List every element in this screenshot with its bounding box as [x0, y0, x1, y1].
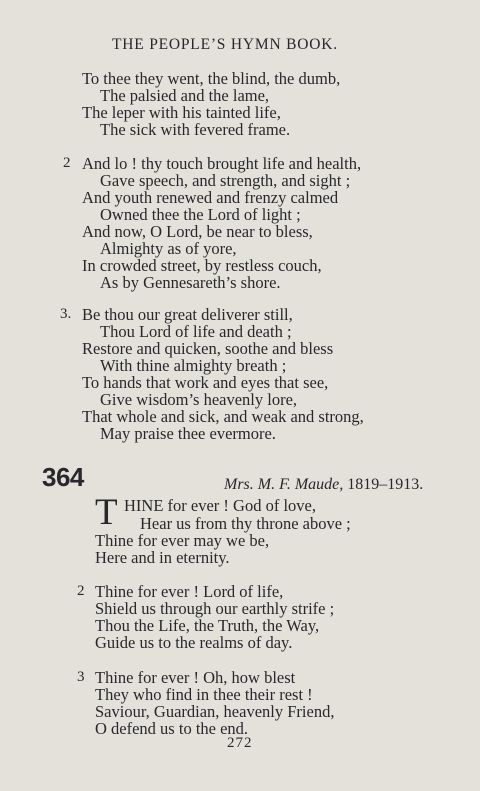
verse-line: Thine for ever ! Oh, how blest [95, 668, 296, 687]
hymn-author [224, 476, 423, 494]
verse-number: 3 [77, 669, 85, 685]
verse-line: Shield us through our earthly strife ; [95, 599, 335, 618]
verse-line: Thou Lord of life and death ; [100, 322, 292, 341]
verse-line: HINE for ever ! God of love, [124, 496, 316, 515]
verse-line: Gave speech, and strength, and sight ; [100, 171, 351, 190]
drop-cap: T [95, 492, 118, 533]
verse-line: And now, O Lord, be near to bless, [82, 222, 313, 241]
verse-line: Restore and quicken, soothe and bless [82, 339, 334, 358]
running-header: THE PEOPLE’S HYMN BOOK. [112, 36, 338, 53]
verse-line: Almighty as of yore, [100, 239, 237, 258]
author-name: Mrs. M. F. Maude, [224, 476, 344, 493]
hymn-number: 364 [42, 462, 84, 492]
verse-line: The leper with his tainted life, [82, 103, 281, 122]
verse-line: Hear us from thy throne above ; [140, 514, 351, 533]
verse-line: They who find in thee their rest ! [95, 685, 313, 704]
verse-number: 3. [60, 306, 72, 322]
verse-line: Owned thee the Lord of light ; [100, 205, 301, 224]
verse-number: 2 [77, 583, 85, 599]
verse-line: To hands that work and eyes that see, [82, 373, 329, 392]
verse-line: The sick with fevered frame. [100, 120, 291, 139]
verse-line: To thee they went, the blind, the dumb, [82, 69, 341, 88]
verse-line: Thine for ever may we be, [95, 531, 270, 550]
verse-line: Thine for ever ! Lord of life, [95, 582, 284, 601]
verse-line: That whole and sick, and weak and strong, [82, 407, 364, 426]
verse-line: And lo ! thy touch brought life and health, [82, 154, 362, 173]
verse-line: Thou the Life, the Truth, the Way, [95, 616, 320, 635]
verse-line: Give wisdom’s heavenly lore, [100, 390, 298, 409]
verse-line: The palsied and the lame, [100, 86, 270, 105]
verse-line: In crowded street, by restless couch, [82, 256, 322, 275]
verse-line: May praise thee evermore. [100, 424, 276, 443]
verse-number: 2 [63, 155, 71, 171]
verse-line: O defend us to the end. [95, 719, 249, 738]
verse-line: And youth renewed and frenzy calmed [82, 188, 339, 207]
verse-line: With thine almighty breath ; [100, 356, 287, 375]
verse-line: As by Gennesareth’s shore. [100, 273, 281, 292]
verse-line: Guide us to the realms of day. [95, 633, 293, 652]
verse-line: Here and in eternity. [95, 548, 230, 567]
author-dates: 1819–1913. [347, 476, 424, 493]
verse-line: Saviour, Guardian, heavenly Friend, [95, 702, 335, 721]
verse-line: Be thou our great deliverer still, [82, 305, 293, 324]
page-number: 272 [227, 735, 253, 751]
